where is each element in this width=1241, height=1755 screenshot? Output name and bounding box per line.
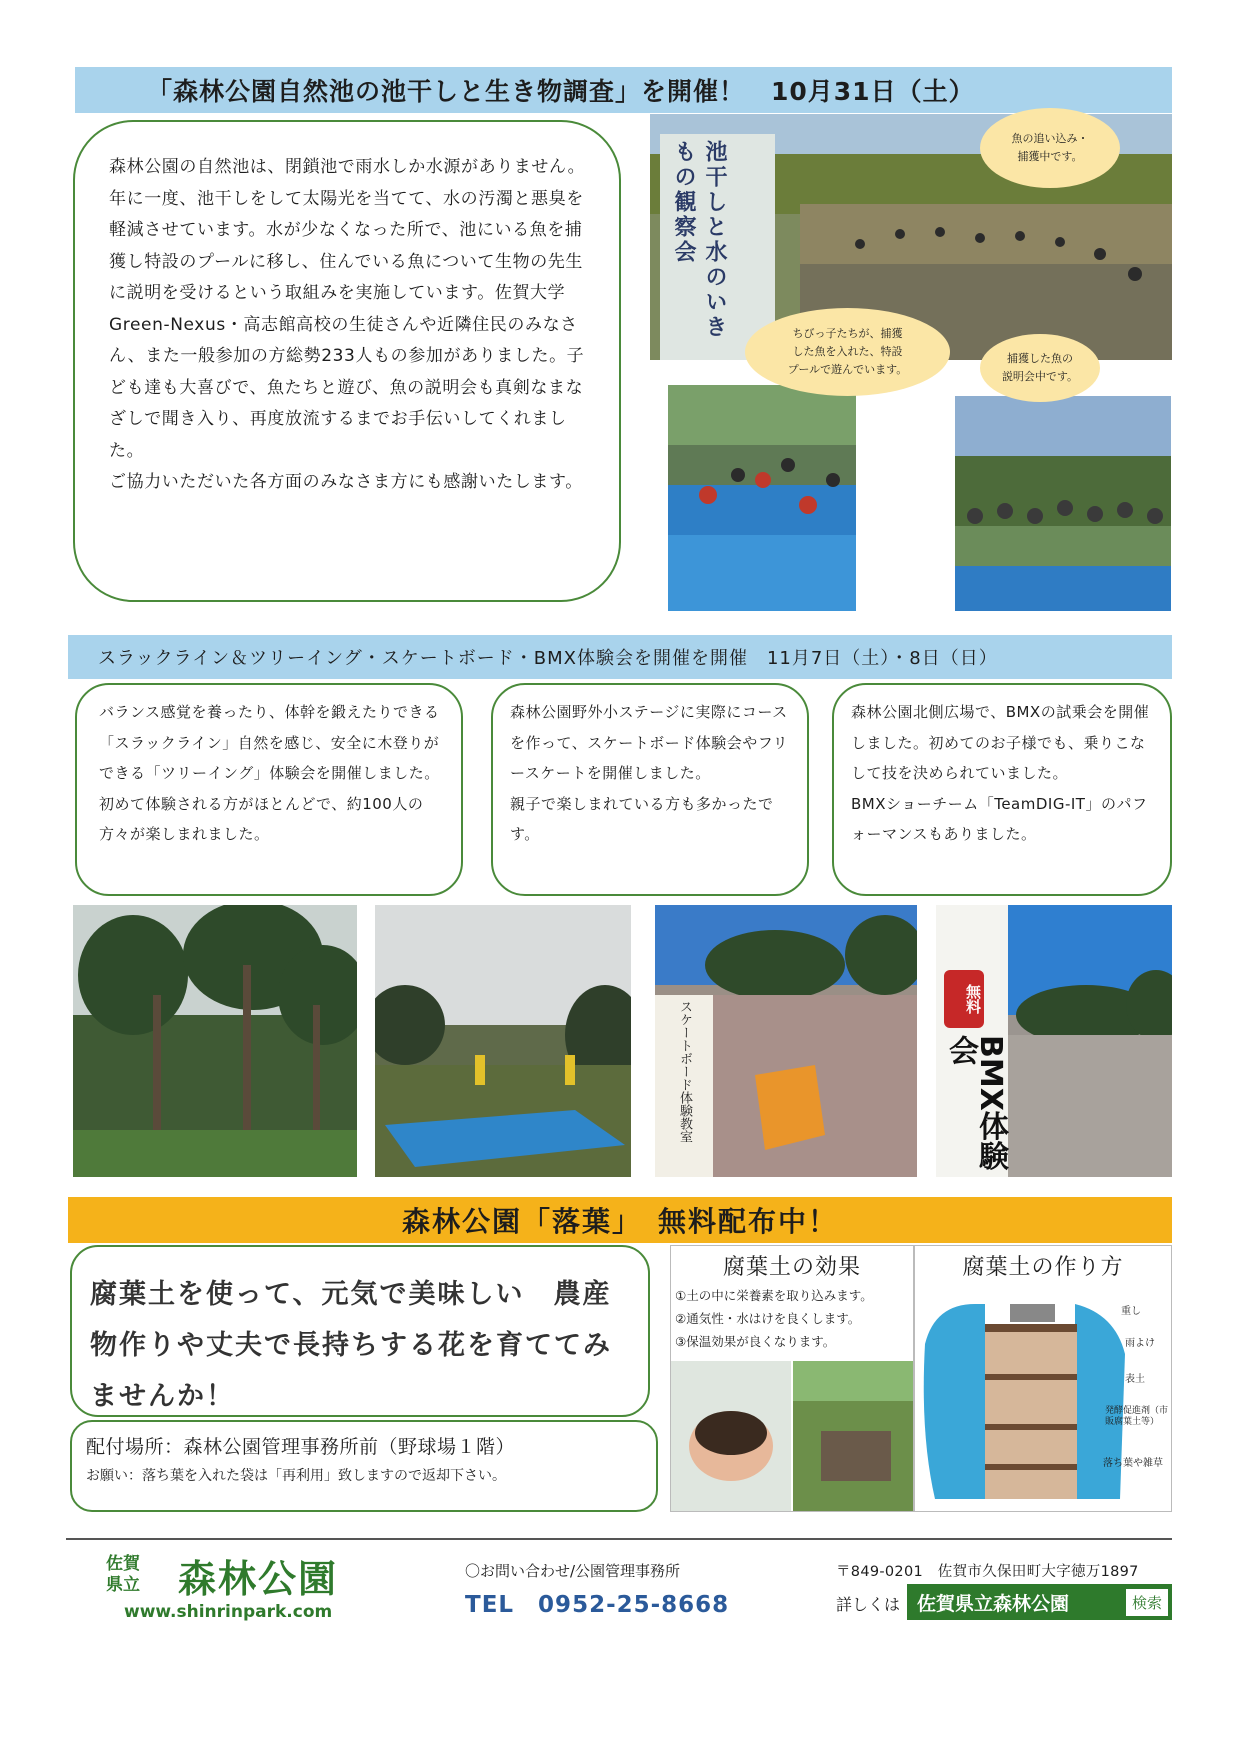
effects-panel [670, 1245, 914, 1512]
bmx-text: 森林公園北側広場で、BMXの試乗会を開催しました。初めてのお子様でも、乗りこなして技を決められていました。 BMXショーチーム「TeamDIG-IT」のパフォーマンスもありました。 [851, 703, 1150, 843]
skateboard-text: 森林公園野外小ステージに実際にコースを作って、スケートボード体験会やフリースケートを開催しました。 親子で楽しまれている方も多かったです。 [510, 703, 789, 843]
effect-item: ②通気性・水はけを良くします。 [675, 1311, 861, 1326]
footer-url[interactable]: www.shinrinpark.com [124, 1602, 333, 1622]
slackline-photo [375, 905, 631, 1177]
label-rain-cover: 雨よけ [1125, 1338, 1155, 1349]
pond-event-sign: 池干しと水のいきもの観察会 [671, 140, 727, 340]
skateboard-photo [655, 905, 917, 1177]
section3-banner: 森林公園「落葉」 無料配布中！ [68, 1197, 1172, 1243]
bubble-kids-pool: ちびっ子たちが、捕獲 した魚を入れた、特設 プールで遊んでいます。 [745, 308, 950, 396]
footer-pref-label: 佐賀 県立 [106, 1554, 140, 1595]
footer-contact-label: 〇お問い合わせ/公園管理事務所 [465, 1562, 681, 1580]
pond-description-text: 森林公園の自然池は、閉鎖池で雨水しか水源がありません。年に一度、池干しをして太陽光を当てて、水の汚濁と悪臭を軽減させています。水が少なくなった所で、池にいる魚を捕獲し特設のプールに移し、住んでいる魚について生物の先生に説明を受けるという取組みを実施しています。佐賀大学Green-Nexus・高志館高校の生徒さんや近隣住民のみなさん、また一般参加の方総勢233人もの参加がありました。子ども達も大喜びで、魚たちと遊び、魚の説明会も真剣なまなざしで聞き入り、再度放流するまでお手伝いしてくれました。 ご協力いただいた各方面のみなさま方にも感謝いたします。 [109, 157, 586, 492]
leaf-mold-pitch-text: 腐葉土を使って、元気で美味しい 農産物作りや丈夫で長持ちする花を育ててみませんか！ [90, 1279, 612, 1412]
slackline-box [75, 683, 463, 896]
distribution-note: お願い：落ち葉を入れた袋は「再利用」致しますので返却下さい。 [86, 1468, 506, 1484]
effects-title: 腐葉土の効果 [722, 1255, 861, 1280]
bubble-fish-capture: 魚の追い込み・ 捕獲中です。 [980, 108, 1120, 188]
effect-item: ①土の中に栄養素を取り込みます。 [675, 1288, 873, 1303]
footer-divider [66, 1538, 1172, 1540]
bmx-box [832, 683, 1172, 896]
pond-description-box [73, 120, 621, 602]
bmx-sign: BMX体験会 [943, 1035, 1008, 1171]
leaf-mold-pitch-box [70, 1245, 650, 1417]
distribution-place: 配付場所：森林公園管理事務所前（野球場１階） [86, 1436, 516, 1458]
section2-banner: スラックライン＆ツリーイング・スケートボード・BMX体験会を開催を開催 11月7日（土）・8日（日） [68, 635, 1172, 679]
soil-photos [671, 1361, 913, 1511]
label-topsoil: 表土 [1125, 1374, 1145, 1385]
effects-list [671, 1284, 913, 1353]
bubble-fish-explanation: 捕獲した魚の 説明会中です。 [980, 334, 1100, 402]
section1-banner: 「森林公園自然池の池干しと生き物調査」を開催！ 10月31日（土） [75, 67, 1172, 113]
distribution-box [70, 1420, 658, 1512]
fish-explanation-photo [955, 396, 1171, 611]
treeing-photo [73, 905, 357, 1177]
footer-search-term: 佐賀県立森林公園 [917, 1592, 1070, 1615]
making-panel [914, 1245, 1172, 1512]
kids-pool-photo [668, 385, 856, 611]
footer-search-box[interactable] [907, 1584, 1172, 1620]
effect-item: ③保温効果が良くなります。 [675, 1334, 836, 1349]
label-leaves: 落ち葉や雑草 [1103, 1458, 1163, 1469]
label-weight: 重し [1121, 1306, 1141, 1317]
footer-park-name: 森林公園 [178, 1557, 339, 1601]
skateboard-sign: スケートボード体験教室 [677, 1000, 692, 1143]
bmx-free-label: 無料 [944, 970, 984, 1028]
slackline-text: バランス感覚を養ったり、体幹を鍛えたりできる「スラックライン」自然を感じ、安全に木登りができる「ツリーイング」体験会を開催しました。初めて体験される方がほとんどで、約100人の方々が楽しまれました。 [99, 703, 440, 843]
footer-details-label: 詳しくは [836, 1595, 901, 1614]
compost-diagram [915, 1284, 1171, 1509]
footer-tel: TEL 0952-25-8668 [465, 1592, 730, 1618]
label-fermenter: 発酵促進剤（市販腐葉土等） [1105, 1406, 1169, 1427]
footer-search-button[interactable]: 検索 [1126, 1589, 1168, 1616]
footer-address: 〒849-0201 佐賀市久保田町大字徳万1897 [836, 1564, 1139, 1580]
making-title: 腐葉土の作り方 [962, 1255, 1124, 1280]
skateboard-box [491, 683, 809, 896]
